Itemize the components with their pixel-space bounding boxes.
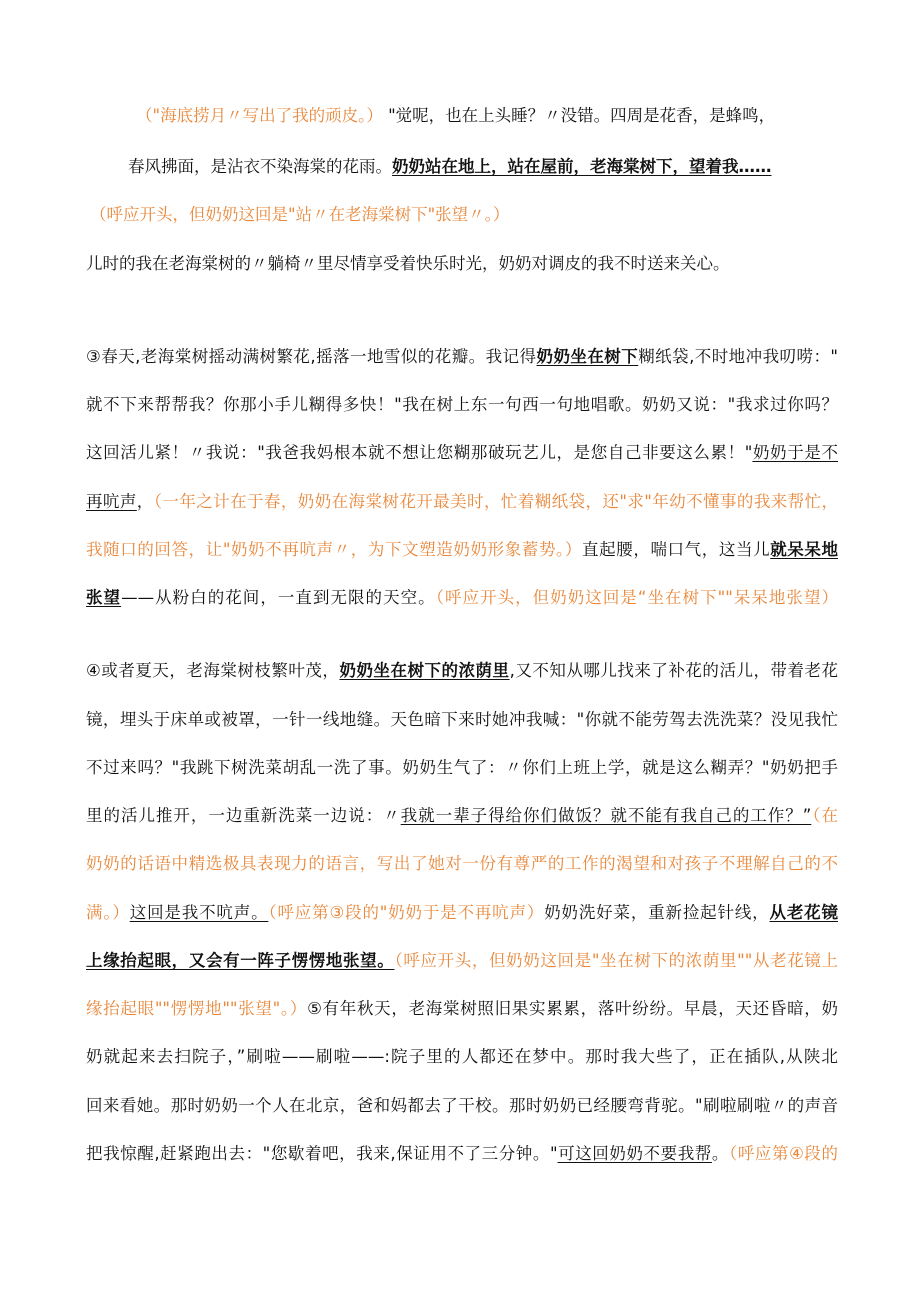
text-run: ④或者夏天，老海棠树枝繁叶茂， (86, 661, 340, 680)
text-run: 这回活儿紧！〃我说："我爸我妈根本就不想让您糊那破玩艺儿，是您自己非要这么累！" (86, 443, 753, 462)
text-run: 。 (711, 1144, 729, 1163)
text-line-14 (86, 804, 838, 828)
text-run: 奶就起来去扫院子，”刷啦——刷啦——:院子里的人都还在梦中。那时我大些了，正在插队,从陕北 (86, 1047, 838, 1066)
annotation: 我随口的回答，让"奶奶不再吭声〃，为下文塑造奶奶形象蓄势。） (86, 540, 583, 559)
emphasis-run: 从老花镜 (769, 903, 838, 922)
emphasis-run: 奶奶站在地上，站在屋前，老海棠树下，望着我…… (392, 157, 772, 176)
text-line-8 (86, 490, 838, 514)
annotation: （呼应开头，但奶奶这回是“坐在树下""呆呆地张望） (435, 588, 838, 607)
text-line-10 (86, 586, 838, 610)
text-run: 不过来吗？"我跳下树洗菜胡乱一洗了事。奶奶生气了：〃你们上班上学，就是这么糊弄？"奶奶把手 (86, 758, 838, 777)
text-run: ⑤有年秋天，老海棠树照旧果实累累，落叶纷纷。早晨，天还昏暗，奶 (307, 999, 838, 1018)
text-run: ——从粉白的花间，一直到无限的天空。 (121, 588, 436, 607)
underlined-run: 再吭声 (86, 492, 137, 511)
annotation: （呼应第③段的"奶奶于是不再吭声） (268, 903, 545, 922)
text-line-20 (86, 1094, 838, 1118)
text-line-6 (86, 393, 838, 417)
text-line-21 (86, 1142, 838, 1166)
annotation: 奶奶的话语中精选极具表现力的语言，写出了她对一份有尊严的工作的渴望和对孩子不理解自己的不 (86, 854, 838, 873)
emphasis-run: 奶奶坐在树下的浓荫里 (339, 661, 510, 680)
text-run: 回来看她。那时奶奶一个人在北京，爸和妈都去了干校。那时奶奶已经腰弯背驼。"刷啦刷啦〃的声音 (86, 1096, 838, 1115)
text-run: ， (136, 492, 154, 511)
underlined-run: 我就一辈子得给你们做饭？就不能有我自己的工作？” (400, 806, 812, 825)
text-line-1 (136, 104, 808, 128)
text-run: 里的活儿推开，一边重新洗菜一边说：〃 (86, 806, 401, 825)
text-run: 镜，埋头于床单或被罩，一针一线地缝。天色暗下来时她冲我喊："你就不能劳驾去洗洗菜？没见我忙 (86, 710, 838, 729)
text-line-18 (86, 997, 838, 1021)
text-run: 糊纸袋,不时地冲我叨唠：" (638, 347, 838, 366)
text-line-11 (86, 659, 838, 683)
text-line-19 (86, 1045, 838, 1069)
text-line-16 (86, 901, 838, 925)
annotation: （呼应第④段的 (728, 1144, 838, 1163)
annotation: （呼应开头，但奶奶这回是"坐在树下的浓荫里""从老花镜上 (394, 951, 838, 970)
emphasis-run: 就呆呆地 (770, 540, 838, 559)
text-line-2 (128, 155, 792, 179)
text-run: 奶奶洗好菜，重新捡起针线， (544, 903, 770, 922)
text-line-9 (86, 538, 838, 562)
text-line-13 (86, 756, 838, 780)
text-line-3 (90, 203, 842, 227)
text-run: ③春天,老海棠树摇动满树繁花,摇落一地雪似的花瓣。我记得 (86, 347, 537, 366)
annotation: （呼应开头，但奶奶这回是"站〃在老海棠树下"张望〃。） (90, 205, 510, 224)
text-run: 就不下来帮帮我？你那小手儿糊得多快！"我在树上东一句西一句地唱歌。奶奶又说："我求过你吗？ (86, 395, 838, 414)
annotation: （在 (811, 806, 838, 825)
underlined-run: 奶奶于是不 (752, 443, 838, 462)
text-run: 直起腰，喘口气，这当儿 (582, 540, 771, 559)
annotation: 缘抬起眼""愣愣地""张望"。） (86, 999, 308, 1018)
text-line-5 (86, 345, 838, 369)
emphasis-run: 奶奶坐在树下 (536, 347, 639, 366)
underlined-run: 可这回奶奶不要我帮 (557, 1144, 712, 1163)
underlined-run: 这回是我不吭声。 (129, 903, 269, 922)
text-line-12 (86, 708, 838, 732)
text-line-17 (86, 949, 838, 973)
text-line-15 (86, 852, 838, 876)
text-run: 春风拂面，是沾衣不染海棠的花雨。 (128, 157, 392, 176)
annotation: （"海底捞月〃写出了我的顽皮。） (136, 106, 383, 125)
text-run: ,又不知从哪儿找来了补花的活儿，带着老花 (509, 661, 838, 680)
emphasis-run: 张望 (86, 588, 122, 607)
text-run: 儿时的我在老海棠树的〃躺椅〃里尽情享受着快乐时光，奶奶对调皮的我不时送来关心。 (86, 254, 730, 273)
text-line-7 (86, 441, 838, 465)
text-run: "觉呢，也在上头睡？〃没错。四周是花香，是蜂鸣， (382, 106, 776, 125)
annotation: 满。） (86, 903, 130, 922)
text-line-4 (86, 252, 838, 276)
annotation: （一年之计在于春，奶奶在海棠树花开最美时，忙着糊纸袋，还"求"年幼不懂事的我来帮忙， (153, 492, 838, 511)
emphasis-run: 上缘抬起眼，又会有一阵子愣愣地张望。 (86, 951, 395, 970)
text-run: 把我惊醒,赶紧跑出去："您歇着吧，我来,保证用不了三分钟。" (86, 1144, 558, 1163)
